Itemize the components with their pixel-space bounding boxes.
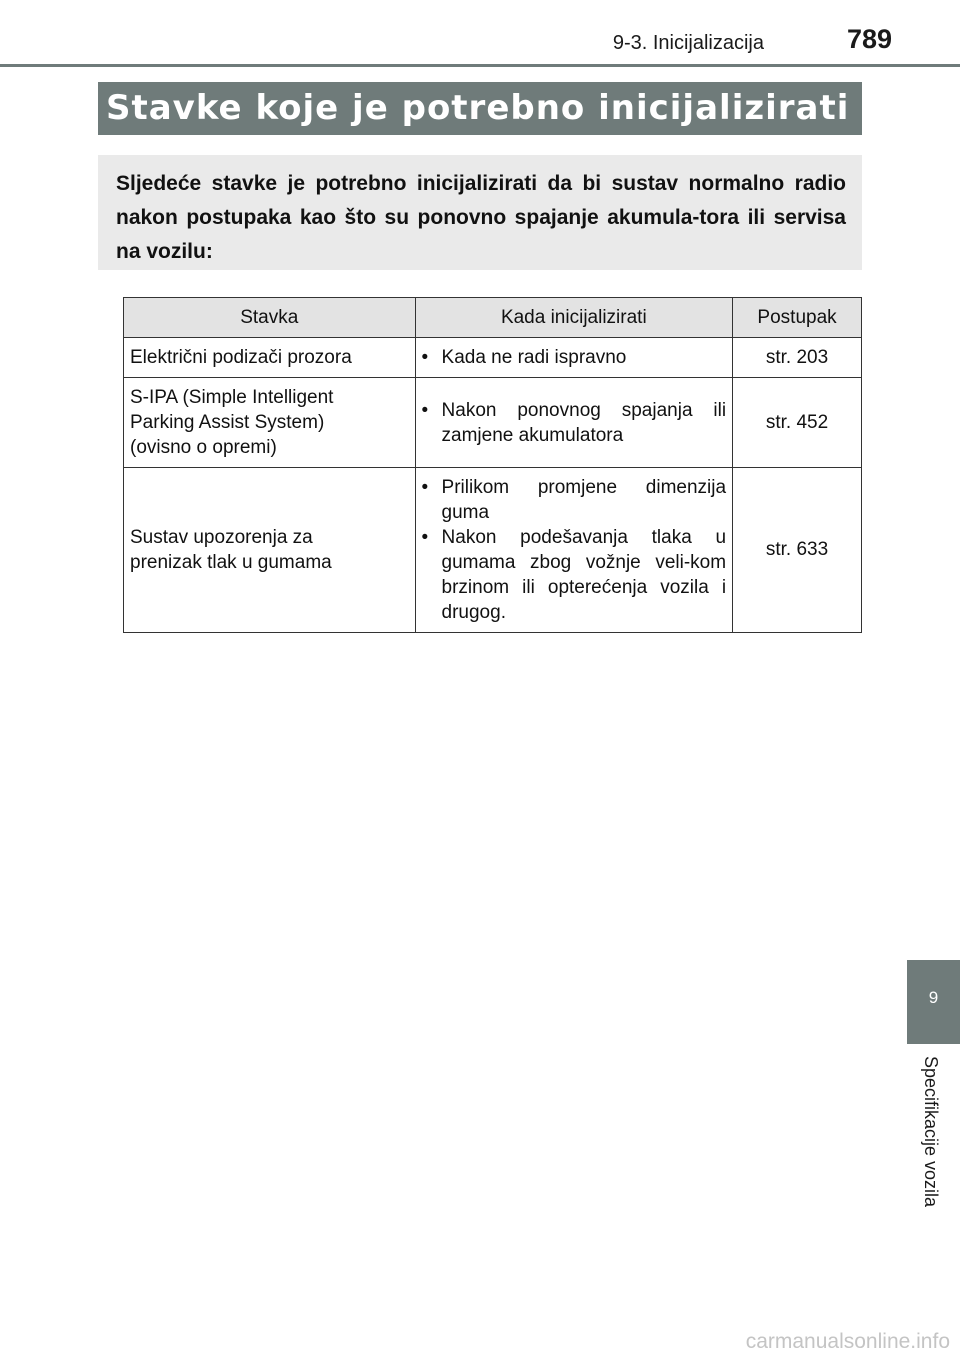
when-bullet: • Nakon ponovnog spajanja ili zamjene akumulatora [422,398,727,448]
section-title: Stavke koje je potrebno inicijalizirati [106,88,850,128]
header-rule [0,64,960,67]
when-bullet: • Prilikom promjene dimenzija guma [422,475,727,525]
item-line: Sustav upozorenja za [130,527,313,548]
watermark: carmanualsonline.info [745,1330,950,1353]
item-cell [124,468,416,633]
column-header-when: Kada inicijalizirati [415,298,733,338]
table-row [124,378,862,468]
intro-box [98,155,862,270]
initialization-table [123,297,862,633]
chapter-tab [907,960,960,1044]
table-header-row [124,298,862,338]
running-head [0,0,960,68]
when-bullet: • Nakon podešavanja tlaka u gumama zbog vožnje veli-kom brzinom ili opterećenja vozila i drugog. [422,525,727,625]
section-title-bar [98,82,862,135]
chapter-label-text: Specifikacije vozila [921,1056,941,1208]
page-number: 789 [846,24,892,54]
item-cell [124,338,416,378]
when-cell [415,468,733,633]
procedure-cell: str. 452 [733,378,862,468]
table-row [124,468,862,633]
chapter-number: 9 [928,988,939,1007]
item-line: (ovisno o opremi) [130,437,277,458]
table-row [124,338,862,378]
item-line: Parking Assist System) [130,412,325,433]
intro-text: Sljedeće stavke je potrebno inicijalizirati da bi sustav normalno radio nakon postupaka kao što su ponovno spajanje akumula-tora ili servisa na vozilu: [116,172,846,263]
item-line: prenizak tlak u gumama [130,552,332,573]
column-header-procedure: Postupak [733,298,862,338]
item-line: S-IPA (Simple Intelligent [130,387,334,408]
item-line: Električni podizači prozora [130,347,352,368]
procedure-cell: str. 203 [733,338,862,378]
column-header-item: Stavka [124,298,416,338]
when-cell [415,338,733,378]
procedure-cell: str. 633 [733,468,862,633]
section-reference: 9-3. Inicijalizacija [612,32,764,54]
item-cell [124,378,416,468]
when-cell [415,378,733,468]
chapter-label [918,1056,948,1236]
when-bullet: • Kada ne radi ispravno [422,345,727,370]
